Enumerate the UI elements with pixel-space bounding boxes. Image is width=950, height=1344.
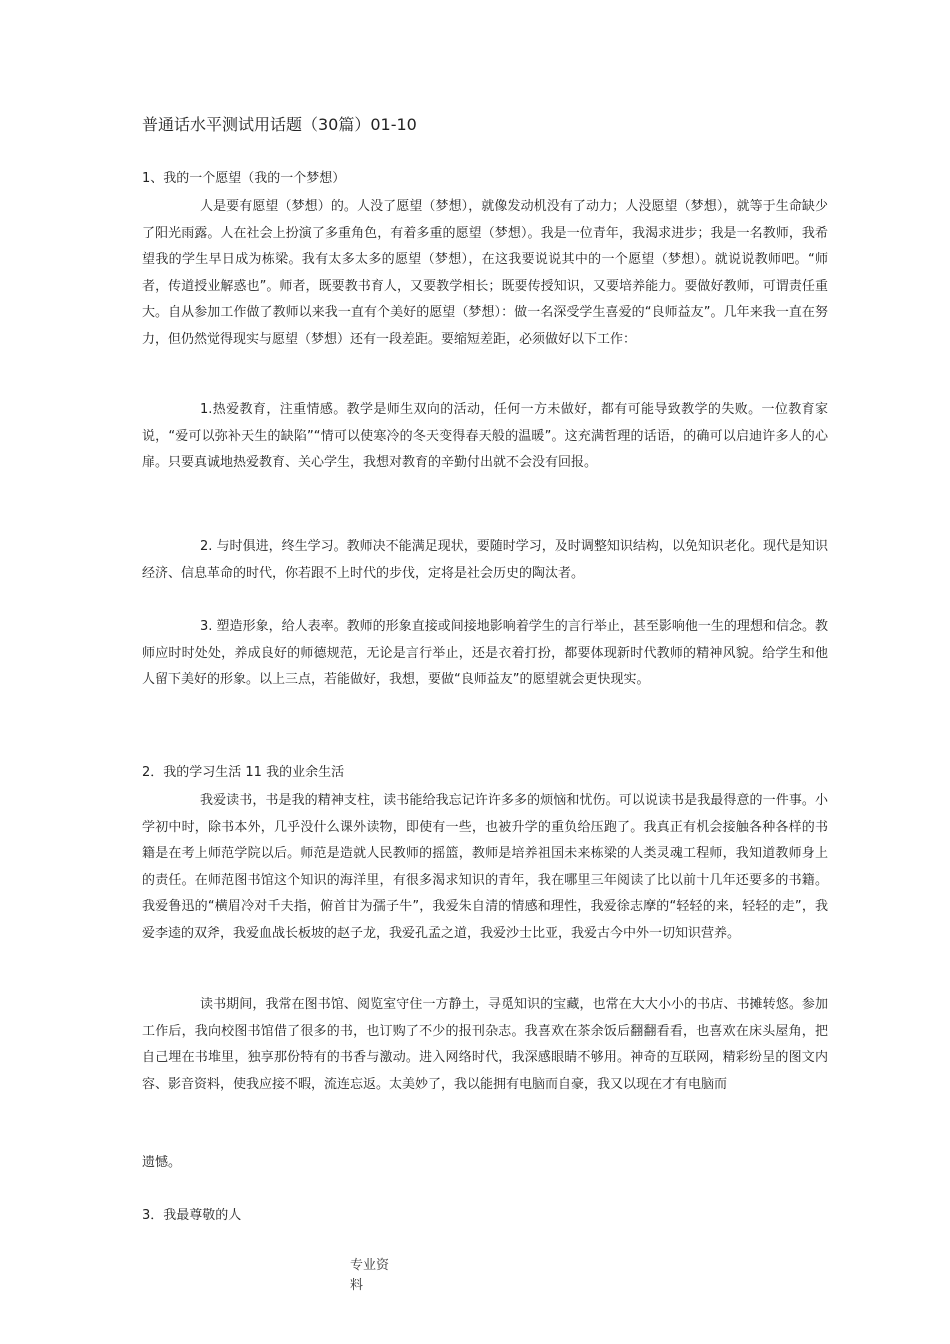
section-2-paragraph-2: 读书期间，我常在图书馆、阅览室守住一方静土，寻觅知识的宝藏，也常在大大小小的书店、书摊转悠。参加工作后，我向校图书馆借了很多的书，也订购了不少的报刊杂志。我喜欢在茶余饭后翻翻看看，也喜欢在床头屋角，把自己埋在书堆里，独享那份特有的书香与激动。进入网络时代，我深感眼睛不够用。神奇的互联网，精彩纷呈的图文内容、影音资料，使我应接不暇，流连忘返。太美妙了，我以能拥有电脑而自豪，我又以现在才有电脑而 [142,997,828,1092]
section-1-heading: 1、我的一个愿望（我的一个梦想） [142,171,346,186]
section-1-paragraph-2: 1.热爱教育，注重情感。教学是师生双向的活动，任何一方未做好，都有可能导致教学的失败。一位教育家说，“爱可以弥补天生的缺陷”“情可以使寒冷的冬天变得春天般的温暖”。这充满哲理的话语，的确可以启迪许多人的心扉。只要真诚地热爱教育、关心学生，我想对教育的辛勤付出就不会没有回报。 [142,402,828,471]
section-1-paragraph-4: 3. 塑造形象，给人表率。教师的形象直接或间接地影响着学生的言行举止，甚至影响他一生的理想和信念。教师应时时处处，养成良好的师德规范，无论是言行举止，还是衣着打扮，都要体现新时代教师的精神风貌。给学生和他人留下美好的形象。以上三点，若能做好，我想，要做“良师益友”的愿望就会更快现实。 [142,619,828,688]
section-2-paragraph-1: 我爱读书，书是我的精神支柱，读书能给我忘记许许多多的烦恼和忧伤。可以说读书是我最得意的一件事。小学初中时，除书本外，几乎没什么课外读物，即使有一些，也被升学的重负给压跑了。我真正有机会接触各种各样的书籍是在考上师范学院以后。师范是造就人民教师的摇篮，教师是培养祖国未来栋梁的人类灵魂工程师，我知道教师身上的责任。在师范图书馆这个知识的海洋里，有很多渴求知识的青年，我在哪里三年阅读了比以前十几年还要多的书籍。我爱鲁迅的“横眉冷对千夫指，俯首甘为孺子牛”，我爱朱自清的情感和理性，我爱徐志摩的“轻轻的来，轻轻的走”，我爱李逵的双斧，我爱血战长板坡的赵子龙，我爱孔孟之道，我爱沙士比亚，我爱古今中外一切知识营养。 [142,793,828,941]
section-2-paragraph-3: 遗憾。 [142,1155,182,1170]
section-1-paragraph-1: 人是要有愿望（梦想）的。人没了愿望（梦想），就像发动机没有了动力；人没愿望（梦想），就等于生命缺少了阳光雨露。人在社会上扮演了多重角色，有着多重的愿望（梦想）。我是一位青年，我渴求进步；我是一名教师，我希望我的学生早日成为栋梁。我有太多太多的愿望（梦想），在这我要说说其中的一个愿望（梦想）。就说说教师吧。“师者，传道授业解惑也”。师者，既要教书育人，又要教学相长；既要传授知识，又要培养能力。要做好教师，可谓责任重大。自从参加工作做了教师以来我一直有个美好的愿望（梦想）：做一名深受学生喜爱的“良师益友”。几年来我一直在努力，但仍然觉得现实与愿望（梦想）还有一段差距。要缩短差距，必须做好以下工作： [142,199,828,347]
section-1-paragraph-3: 2. 与时俱进，终生学习。教师决不能满足现状，要随时学习，及时调整知识结构，以免知识老化。现代是知识经济、信息革命的时代，你若跟不上时代的步伐，定将是社会历史的陶汰者。 [142,539,828,581]
section-3-heading: 3．我最尊敬的人 [142,1208,242,1223]
section-2-heading: 2．我的学习生活 11 我的业余生活 [142,765,345,780]
document-title: 普通话水平测试用话题（30篇）01-10 [142,115,417,134]
page-footer: 专业资料 [350,1258,390,1293]
